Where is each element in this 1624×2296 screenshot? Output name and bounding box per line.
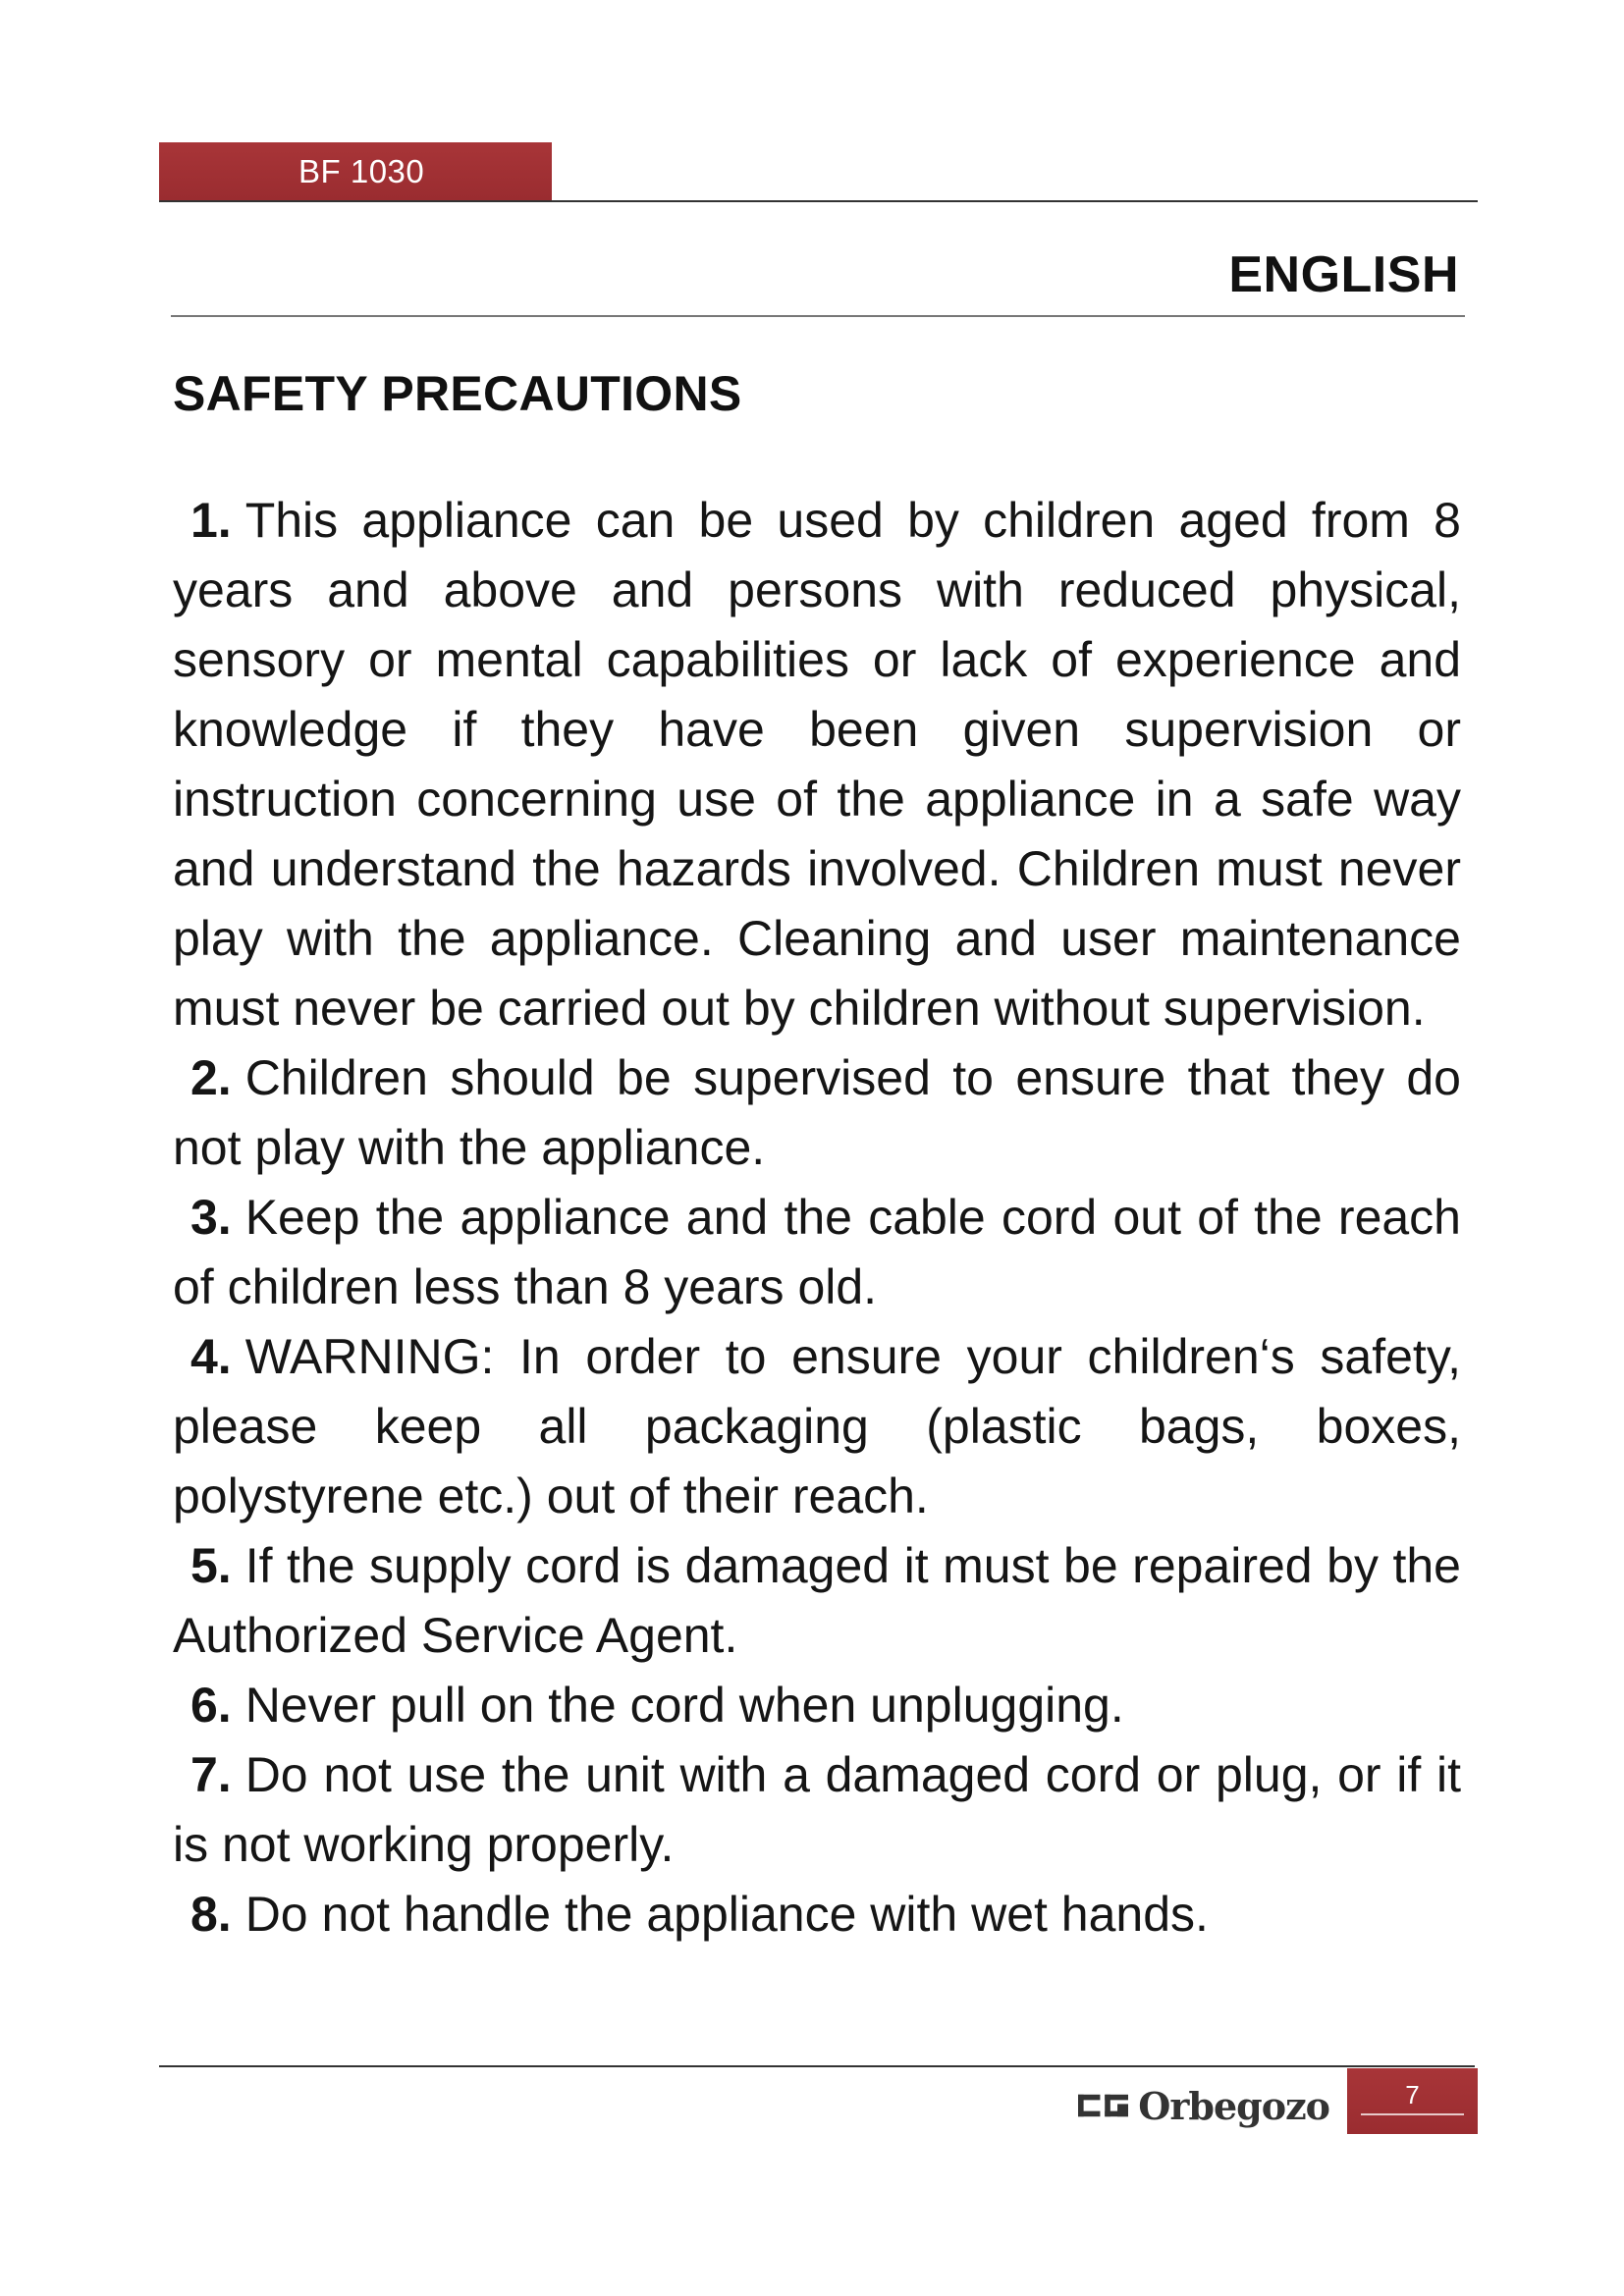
item-text: WARNING: In order to ensure your children‘s safety, please keep all packaging (plastic bags, boxes, polystyrene etc.) out of their reach. xyxy=(173,1329,1461,1523)
section-title: SAFETY PRECAUTIONS xyxy=(173,366,742,421)
item-number: 5. xyxy=(190,1538,232,1593)
language-heading: ENGLISH xyxy=(1228,246,1459,303)
item-text: Keep the appliance and the cable cord out of the reach of children less than 8 years old. xyxy=(173,1190,1461,1314)
item-text: This appliance can be used by children aged from 8 years and above and persons with reduced physical, sensory or mental capabilities or lack of experience and knowledge if they have been given supervision or instruction concerning use of the appliance in a safe way and understand the hazards involved. Children must never play with the appliance. Cleaning and user maintenance must never be carried out by children without supervision. xyxy=(173,493,1461,1036)
item-number: 4. xyxy=(190,1329,232,1384)
item-number: 1. xyxy=(190,493,232,548)
item-number: 3. xyxy=(190,1190,232,1245)
cg-logo-icon xyxy=(1078,2088,1128,2123)
item-number: 7. xyxy=(190,1747,232,1802)
list-item xyxy=(173,1322,1461,1531)
brand-name: Orbegozo xyxy=(1138,2083,1329,2128)
page-number-box xyxy=(1347,2068,1478,2134)
model-tab xyxy=(159,142,552,200)
language-divider xyxy=(171,315,1465,317)
item-text: Children should be supervised to ensure that they do not play with the appliance. xyxy=(173,1050,1461,1175)
list-item xyxy=(173,486,1461,1043)
header-divider xyxy=(159,200,1478,202)
item-number: 6. xyxy=(190,1678,232,1733)
page-number-underline xyxy=(1361,2113,1464,2115)
page-number: 7 xyxy=(1405,2080,1420,2109)
list-item xyxy=(173,1183,1461,1322)
item-number: 8. xyxy=(190,1887,232,1942)
item-text: Never pull on the cord when unplugging. xyxy=(244,1678,1124,1733)
model-label: BF 1030 xyxy=(298,153,425,189)
safety-list xyxy=(173,486,1461,1949)
list-item xyxy=(173,1531,1461,1671)
item-text: If the supply cord is damaged it must be repaired by the Authorized Service Agent. xyxy=(173,1538,1461,1663)
list-item xyxy=(173,1671,1461,1740)
list-item xyxy=(173,1880,1461,1949)
brand-logo xyxy=(1078,2080,1329,2131)
list-item xyxy=(173,1740,1461,1880)
item-text: Do not use the unit with a damaged cord or plug, or if it is not working properly. xyxy=(173,1747,1461,1872)
item-text: Do not handle the appliance with wet hands. xyxy=(244,1887,1209,1942)
list-item xyxy=(173,1043,1461,1183)
item-number: 2. xyxy=(190,1050,232,1105)
footer-divider xyxy=(159,2065,1475,2067)
